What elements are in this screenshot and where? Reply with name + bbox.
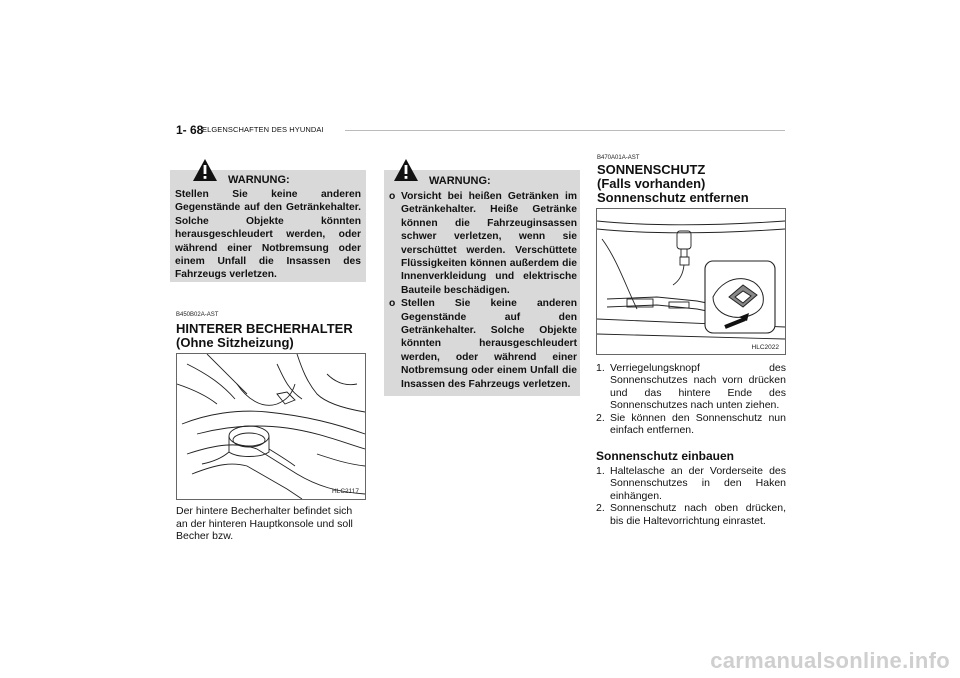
warning-text: Stellen Sie keine anderen Gegenstände auf den Getränkehalter. Solche Objekte könnten herausgeschleudert werden, oder während einer Notbremsung oder einem Unfall die Insassen des Fahrzeugs verletzen. (175, 189, 361, 281)
bullet-marker: o (389, 191, 396, 202)
warning-title: WARNUNG: (228, 174, 290, 186)
install-heading: Sonnenschutz einbauen (596, 449, 735, 463)
step-text: Sie können den Sonnenschutz nun einfach entfernen. (610, 411, 786, 437)
cupholder-description: Der hintere Becherhalter befindet sich an der hinteren Hauptkonsole und soll Becher bzw. (176, 505, 353, 543)
bullet-text: Vorsicht bei heißen Getränken im Getränkehalter. Heiße Getränke können die Fahrzeuginsassen schwer verletzen, wenn sie verschüttet werden. Verschüttete Flüssigkeiten können außerdem die Innenverkleidung und elektrische Bauteile beschädigen. (401, 191, 577, 296)
step-text: Sonnenschutz nach oben drücken, bis die Haltevorrichtung einrastet. (610, 502, 786, 527)
list-item (596, 502, 786, 527)
list-item (596, 465, 786, 502)
warning-box-left (170, 170, 366, 282)
warning-box-middle (384, 170, 580, 396)
install-steps-list (596, 465, 786, 527)
heading-line-1: HINTERER BECHERHALTER (176, 321, 353, 336)
warning-bullet-item (389, 190, 577, 297)
chapter-title: ELGENSCHAFTEN DES HYUNDAI (202, 125, 324, 134)
bullet-text: Stellen Sie keine anderen Gegenstände auf den Getränkehalter. Solche Objekte könnten herausgeschleudert werden, oder während einer Notbremsung oder einem Unfall die Insassen des Fahrzeugs verletzen. (401, 298, 577, 390)
section-code: B470A01A-AST (597, 155, 640, 161)
step-number: 2. (596, 411, 605, 424)
warning-triangle-icon (192, 158, 218, 182)
step-number: 1. (596, 465, 605, 477)
warning-title: WARNUNG: (429, 175, 491, 187)
section-code: B450B02A-AST (176, 312, 219, 318)
heading-line-1: SONNENSCHUTZ (597, 162, 706, 177)
step-number: 2. (596, 502, 605, 515)
sunshade-figure (596, 208, 786, 355)
section-heading (597, 163, 749, 205)
cupholder-illustration (177, 354, 365, 499)
figure-code: HLC2022 (751, 344, 779, 351)
warning-bullet-item (389, 297, 577, 391)
figure-code: HLC2117 (332, 488, 359, 495)
list-item (596, 362, 786, 412)
warning-bullets (389, 190, 577, 391)
step-number: 1. (596, 362, 605, 374)
warning-triangle-icon (393, 158, 419, 182)
cupholder-figure (176, 353, 366, 500)
page-number: 1- 68 (176, 123, 204, 137)
heading-line-3: Sonnenschutz entfernen (597, 190, 749, 205)
heading-line-2: (Falls vorhanden) (597, 176, 706, 191)
remove-steps-list (596, 362, 786, 436)
step-text: Verriegelungsknopf des Sonnenschutzes nach vorn drücken und das hintere Ende des Sonnenschutzes nach unten ziehen. (610, 362, 786, 412)
header-rule (345, 130, 785, 131)
bullet-marker: o (389, 298, 396, 310)
heading-line-2: (Ohne Sitzheizung) (176, 335, 294, 350)
sunshade-illustration (597, 209, 785, 354)
watermark: carmanualsonline.info (710, 648, 950, 673)
list-item (596, 412, 786, 437)
section-heading (176, 322, 353, 350)
step-text: Haltelasche an der Vorderseite des Sonnenschutzes in den Haken einhängen. (610, 465, 786, 502)
